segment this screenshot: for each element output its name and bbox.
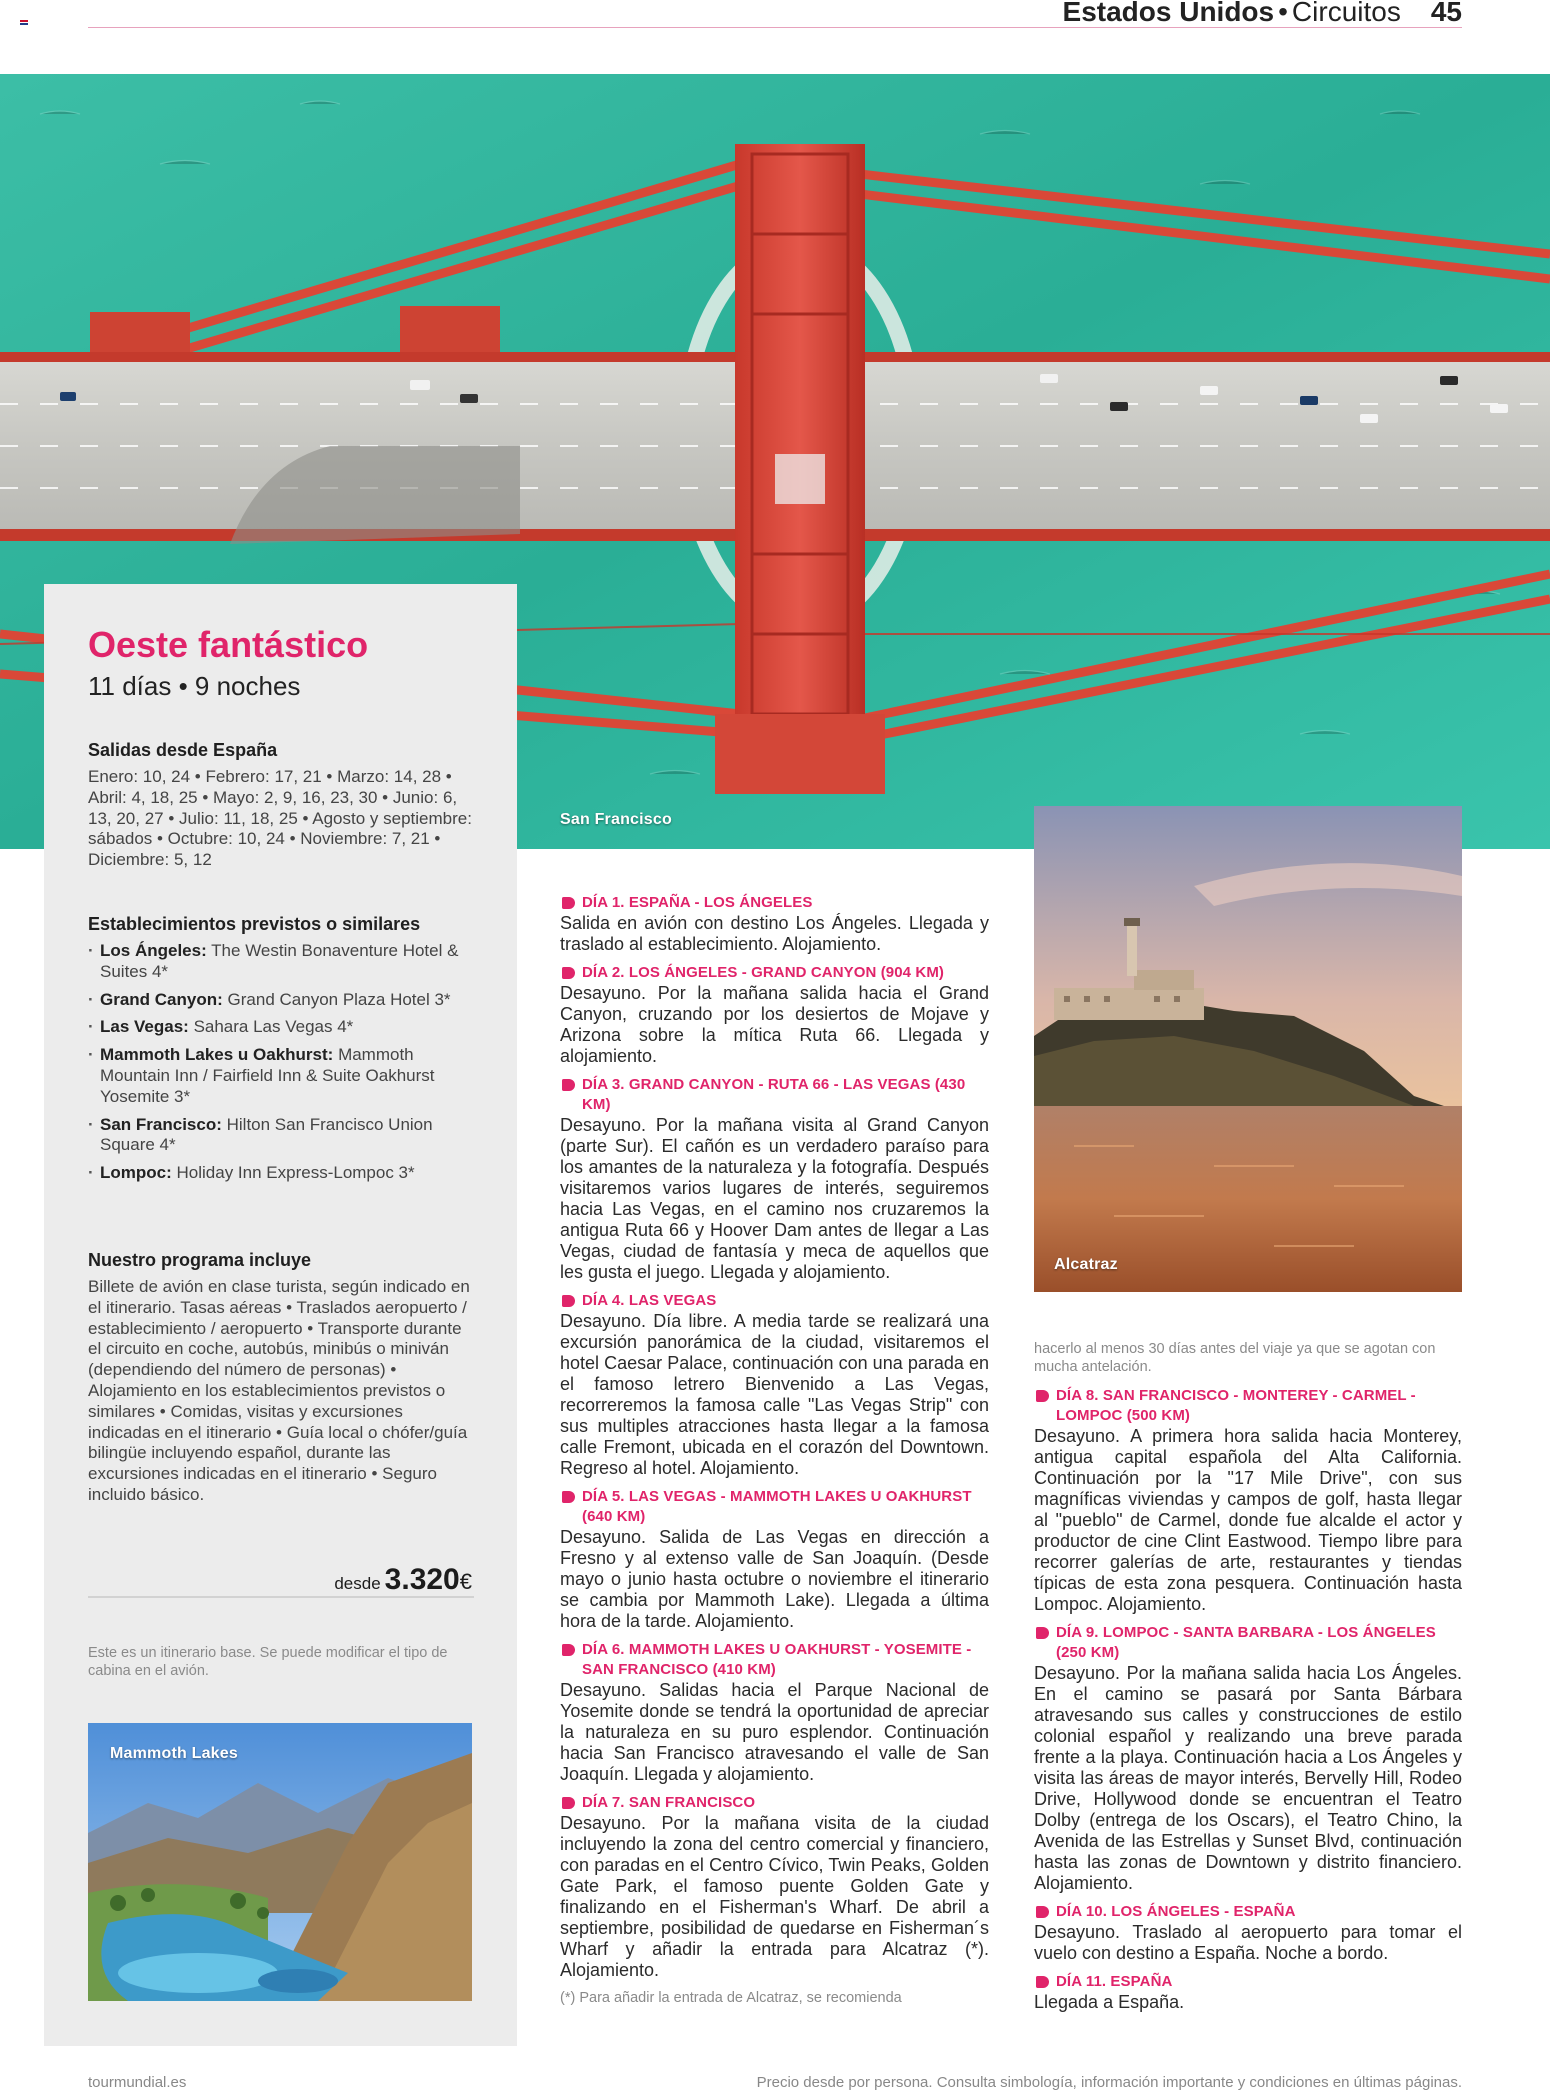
departures-section: [88, 739, 478, 871]
day-title: DÍA 10. LOS ÁNGELES - ESPAÑA: [1034, 1902, 1462, 1922]
day-title: DÍA 6. MAMMOTH LAKES U OAKHURST - YOSEMITE - SAN FRANCISCO (410 KM): [560, 1640, 989, 1680]
day-text: Salida en avión con destino Los Ángeles. Llegada y traslado al establecimiento. Alojamiento.: [560, 913, 989, 954]
hero-caption: San Francisco: [560, 811, 672, 828]
hotels-section: [88, 913, 478, 1191]
departures-text: Enero: 10, 24 • Febrero: 17, 21 • Marzo: 14, 28 • Abril: 4, 18, 25 • Mayo: 2, 9, 16, 23, 30 • Junio: 6, 13, 20, 27 • Julio: 11, 18, 25 • Agosto y septiembre: sábados • Octubre: 10, 24 • Noviembre: 7, 21 • Diciembre: 5, 12: [88, 767, 472, 870]
day-title: DÍA 7. SAN FRANCISCO: [560, 1793, 989, 1813]
header-divider: [88, 27, 1462, 28]
day-title: DÍA 3. GRAND CANYON - RUTA 66 - LAS VEGAS (430 KM): [560, 1075, 989, 1115]
footer-website[interactable]: tourmundial.es: [88, 2074, 187, 2091]
day-title: DÍA 2. LOS ÁNGELES - GRAND CANYON (904 KM): [560, 963, 989, 983]
day-text: Desayuno. Por la mañana visita al Grand Canyon (parte Sur). El cañón es un verdadero paraíso para los amantes de la naturaleza y la fotografía. Después visitaremos varios lugares de interés, seguiremos hacia Las Vegas, en el camino nos cruzaremos la antigua Ruta 66 y Hoover Dam antes de llegar a Las Vegas, ciudad de fantasía y meca de aquellos que les gusta el juego. Llegada y alojamiento.: [560, 1115, 989, 1282]
day-title: DÍA 1. ESPAÑA - LOS ÁNGELES: [560, 893, 989, 913]
header-subsection: Circuitos: [1291, 0, 1401, 27]
price-tag: [334, 1563, 472, 1597]
itinerary-day: [560, 1487, 989, 1632]
day-text: Desayuno. Salida de Las Vegas en dirección a Fresno y al extenso valle de San Joaquín. (Desde mayo o junio hasta octubre o noviembre el itinerario se cambia por Mammoth Lake). Llegada a última hora de la tarde. Alojamiento.: [560, 1527, 989, 1631]
itinerary-day: [560, 1075, 989, 1283]
header-section: Estados Unidos: [1062, 0, 1275, 27]
price-amount: 3.320: [384, 1563, 460, 1596]
itinerary-day: [1034, 1386, 1462, 1615]
price-divider: [88, 1596, 474, 1598]
price-currency: €: [459, 1569, 472, 1594]
hotels-heading: Establecimientos previstos o similares: [88, 914, 421, 934]
day-text: Desayuno. Salidas hacia el Parque Nacional de Yosemite donde se tendrá la oportunidad de apreciar la naturaleza en su puro esplendor. Continuación hacia San Francisco atravesando el valle de San Joaquín. Llegada y alojamiento.: [560, 1680, 989, 1784]
footer-disclaimer: Precio desde por persona. Consulta simbología, información importante y condiciones en últimas páginas.: [756, 2074, 1462, 2091]
alcatraz-footnote: (*) Para añadir la entrada de Alcatraz, se recomienda: [560, 1990, 902, 2006]
includes-heading: Nuestro programa incluye: [88, 1250, 312, 1270]
includes-section: [88, 1249, 478, 1506]
departures-heading: Salidas desde España: [88, 740, 278, 760]
alcatraz-footnote-cont: hacerlo al menos 30 días antes del viaje ya que se agotan con mucha antelación.: [1034, 1341, 1436, 1375]
day-text: Desayuno. Día libre. A media tarde se realizará una excursión panorámica de la ciudad, visitaremos el hotel Caesar Palace, continuación con una parada en el famoso letrero Bienvenido a Las Vegas, recorreremos la famosa calle "Las Vegas Strip" con sus multiples atracciones hasta llegar a la famosa calle Fremont, ubicada en el corazón del Downtown. Regreso al hotel. Alojamiento.: [560, 1311, 989, 1478]
day-text: Desayuno. Traslado al aeropuerto para tomar el vuelo con destino a España. Noche a bordo.: [1034, 1922, 1462, 1963]
itinerary-day: [560, 1640, 989, 1785]
itinerary-day: [1034, 1972, 1462, 2013]
hotels-list: [88, 941, 478, 1184]
itinerary-day: [560, 963, 989, 1067]
itinerary-day: [560, 1793, 989, 1981]
itinerary-column-2: [1034, 1340, 1462, 2021]
includes-text: Billete de avión en clase turista, según indicado en el itinerario. Tasas aéreas • Traslados aeropuerto / establecimiento / aeropuerto • Transporte durante el circuito en coche, autobús, minibús o miniván (dependiendo del número de personas) • Alojamiento en los establecimientos previstos o similares • Comidas, visitas y excursiones indicadas en el itinerario • Guía local o chófer/guía bilingüe incluyendo español, durante las excursiones indicadas en el itinerario • Seguro incluido básico.: [88, 1277, 470, 1504]
itinerary-day: [1034, 1623, 1462, 1894]
day-title: DÍA 5. LAS VEGAS - MAMMOTH LAKES U OAKHURST (640 KM): [560, 1487, 989, 1527]
itinerary-day: [1034, 1902, 1462, 1964]
itinerary-column-1: [560, 893, 989, 2007]
hotel-item: · Grand Canyon: Grand Canyon Plaza Hotel 3*: [88, 990, 478, 1011]
day-text: Desayuno. Por la mañana salida hacia Los Ángeles. En el camino se pasará por Santa Bárbara atravesando sus calles y construcciones de estilo colonial español y realizando una breve parada frente a la playa. Continuación hacia a Los Ángeles y visita las áreas de mayor interés, Bervelly Hill, Rodeo Drive, Hollywood donde se encuentran el Teatro Dolby (entrega de los Oscars), el Teatro Chino, la Avenida de las Estrellas y Sunset Blvd, continuación hasta las zonas de Downtown y distrito financiero. Alojamiento.: [1034, 1663, 1462, 1893]
page-number: 45: [1430, 0, 1462, 27]
day-text: Desayuno. A primera hora salida hacia Monterey, antigua capital española del Alta California. Continuación por la "17 Mile Drive", con sus magníficas viviendas y campos de golf, hasta llegar al "pueblo" de Carmel, donde fue alcalde el actor y productor de cine Clint Eastwood. Tiempo libre para recorrer galerías de arte, restaurantes y tiendas típicas de esta zona pesquera. Continuación hasta Lompoc. Alojamiento.: [1034, 1426, 1462, 1614]
mammoth-lakes-photo: [88, 1723, 472, 2001]
alcatraz-caption: Alcatraz: [1054, 1256, 1118, 1273]
day-text: Llegada a España.: [1034, 1992, 1185, 2012]
trip-duration: 11 días • 9 noches: [88, 671, 301, 701]
day-text: Desayuno. Por la mañana visita de la ciudad incluyendo la zona del centro comercial y financiero, con paradas en el Centro Cívico, Twin Peaks, Golden Gate Park, el famoso puente Golden Gate y finalizando en el Fisherman's Wharf. De abril a septiembre, posibilidad de quedarse en Fisherman´s Wharf y añadir la entrada para Alcatraz (*). Alojamiento.: [560, 1813, 989, 1980]
hotel-item: · Lompoc: Holiday Inn Express-Lompoc 3*: [88, 1163, 478, 1184]
day-text: Desayuno. Por la mañana salida hacia el Grand Canyon, cruzando por los desiertos de Mojave y Arizona sobre la mítica Ruta 66. Llegada y alojamiento.: [560, 983, 989, 1066]
alcatraz-photo: [1034, 806, 1462, 1292]
trip-title: Oeste fantástico: [88, 624, 369, 665]
day-title: DÍA 4. LAS VEGAS: [560, 1291, 989, 1311]
day-title: DÍA 9. LOMPOC - SANTA BARBARA - LOS ÁNGELES (250 KM): [1034, 1623, 1462, 1663]
page-header: Estados Unidos • Circuitos 45: [1063, 0, 1462, 28]
hotel-item: · Mammoth Lakes u Oakhurst: Mammoth Mountain Inn / Fairfield Inn & Suite Oakhurst Yosemite 3*: [88, 1045, 478, 1107]
hotel-item: · San Francisco: Hilton San Francisco Union Square 4*: [88, 1115, 478, 1157]
hotel-item: · Los Ángeles: The Westin Bonaventure Hotel & Suites 4*: [88, 941, 478, 983]
mammoth-caption: Mammoth Lakes: [110, 1745, 238, 1762]
price-from-label: desde: [334, 1574, 381, 1593]
day-title: DÍA 8. SAN FRANCISCO - MONTEREY - CARMEL - LOMPOC (500 KM): [1034, 1386, 1462, 1426]
hotel-item: · Las Vegas: Sahara Las Vegas 4*: [88, 1017, 478, 1038]
day-title: DÍA 11. ESPAÑA: [1034, 1972, 1462, 1992]
flag-icon: [20, 20, 28, 26]
itinerary-day: [560, 893, 989, 955]
base-note: Este es un itinerario base. Se puede modificar el tipo de cabina en el avión.: [88, 1645, 448, 1679]
itinerary-day: [560, 1291, 989, 1479]
